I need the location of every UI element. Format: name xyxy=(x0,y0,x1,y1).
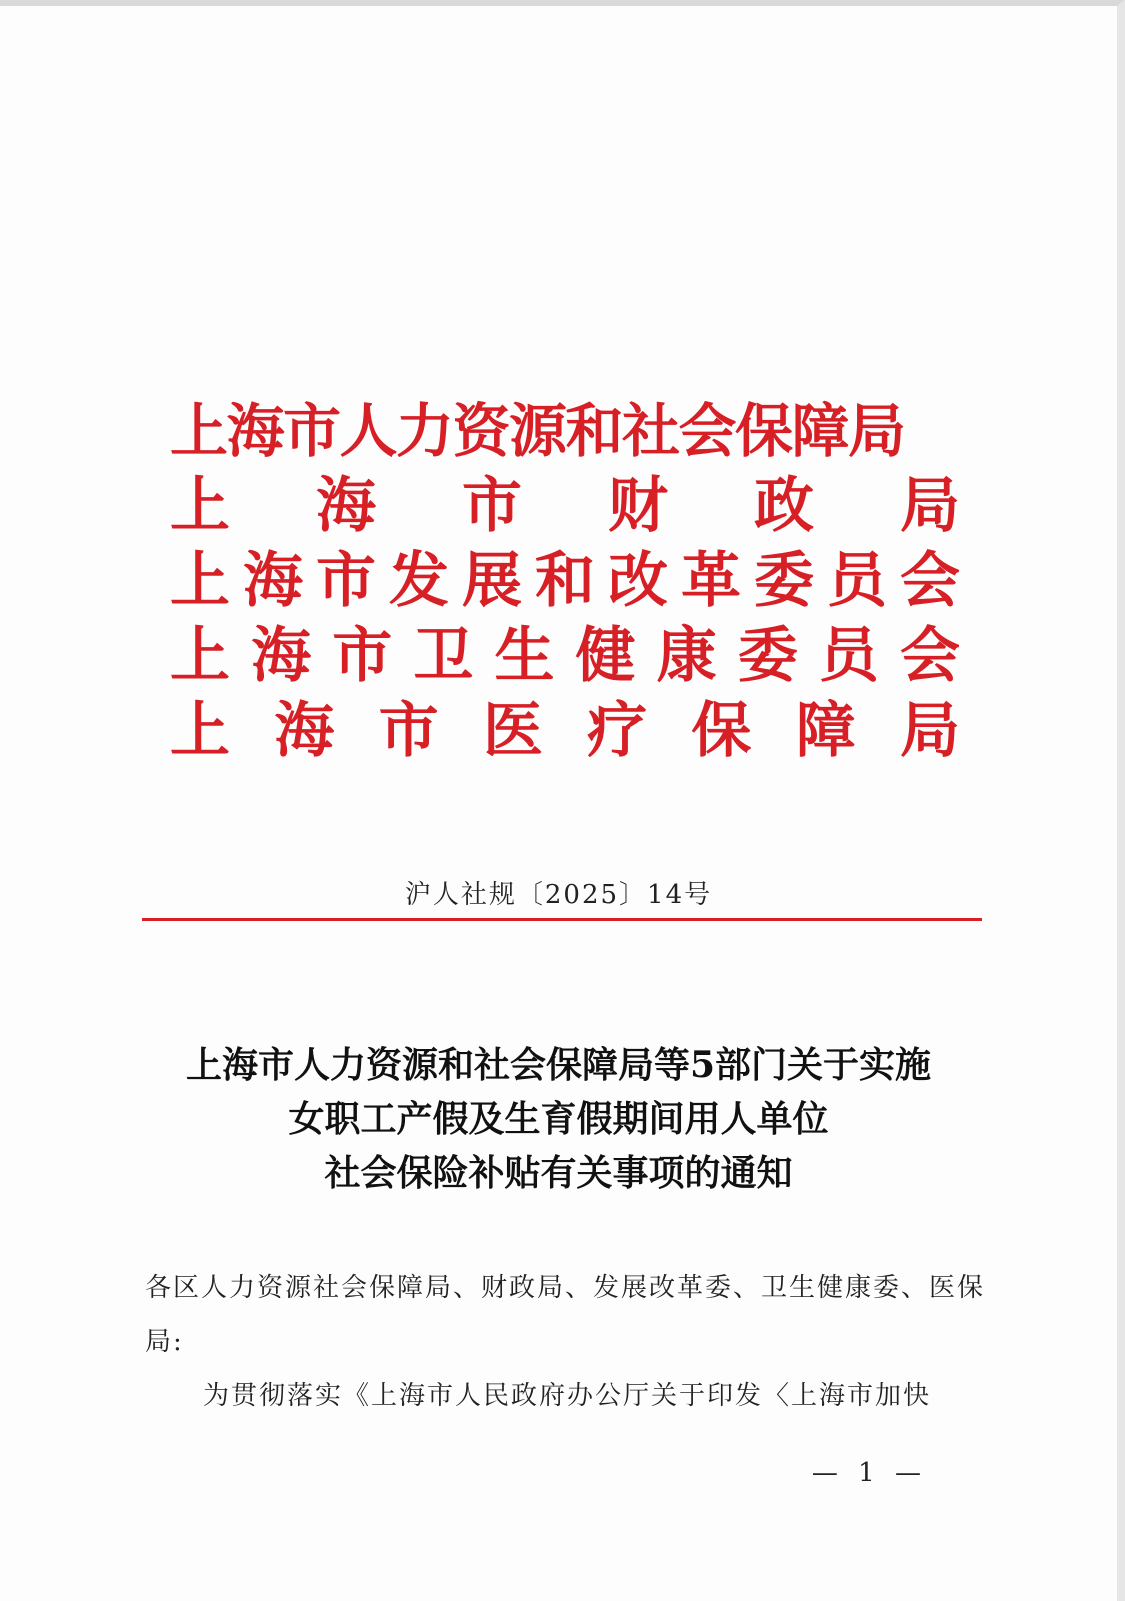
document-number: 沪人社规〔2025〕14号 xyxy=(404,880,713,910)
agency-char: 保 xyxy=(691,696,752,766)
agency-line-2 xyxy=(170,469,960,544)
body-paragraph: 为贯彻落实《上海市人民政府办公厅关于印发〈上海市加快 xyxy=(203,1381,932,1411)
agency-char: 康 xyxy=(656,621,717,691)
agency-char: 政 xyxy=(754,471,814,541)
agency-char: 障 xyxy=(795,696,856,766)
agency-char: 改 xyxy=(608,546,668,616)
title-line-2: 女职工产假及生育假期间用人单位 xyxy=(288,1098,829,1140)
document-title xyxy=(0,1038,1117,1200)
agency-char: 上 xyxy=(170,546,230,616)
agency-char: 财 xyxy=(608,471,668,541)
agency-char: 上 xyxy=(170,621,230,691)
agency-char: 上 xyxy=(170,696,230,766)
agency-char: 委 xyxy=(737,621,798,691)
agency-char: 发 xyxy=(389,546,449,616)
agency-char: 生 xyxy=(494,621,555,691)
agency-char: 市 xyxy=(462,471,522,541)
agency-char: 卫 xyxy=(413,621,474,691)
agency-char: 市 xyxy=(316,546,376,616)
agency-char: 市 xyxy=(332,621,393,691)
agency-char: 员 xyxy=(827,546,887,616)
agency-char: 医 xyxy=(482,696,543,766)
page-number: — 1 — xyxy=(811,1458,927,1488)
agency-char: 海 xyxy=(316,471,376,541)
agency-char: 局 xyxy=(900,471,960,541)
agency-line-1 xyxy=(170,394,960,469)
red-divider-line xyxy=(142,918,982,921)
document-body xyxy=(145,1261,985,1423)
agency-char: 上海市人力资源和社会保障局 xyxy=(170,397,905,465)
agency-char: 委 xyxy=(754,546,814,616)
agency-char: 会 xyxy=(899,621,960,691)
agency-char: 上 xyxy=(170,471,230,541)
title-line-3: 社会保险补贴有关事项的通知 xyxy=(324,1152,793,1194)
issuing-agencies-header xyxy=(170,394,960,769)
agency-char: 健 xyxy=(575,621,636,691)
agency-char: 展 xyxy=(462,546,522,616)
salutation: 各区人力资源社会保障局、财政局、发展改革委、卫生健康委、医保局: xyxy=(145,1273,986,1357)
agency-char: 会 xyxy=(900,546,960,616)
agency-char: 革 xyxy=(681,546,741,616)
agency-char: 和 xyxy=(535,546,595,616)
title-line-1: 上海市人力资源和社会保障局等5部门关于实施 xyxy=(185,1044,932,1086)
agency-line-5 xyxy=(170,694,960,769)
agency-line-4 xyxy=(170,619,960,694)
agency-line-3 xyxy=(170,544,960,619)
agency-char: 局 xyxy=(899,696,960,766)
agency-char: 疗 xyxy=(587,696,648,766)
agency-char: 海 xyxy=(251,621,312,691)
agency-char: 市 xyxy=(378,696,439,766)
agency-char: 海 xyxy=(274,696,335,766)
agency-char: 员 xyxy=(818,621,879,691)
agency-char: 海 xyxy=(243,546,303,616)
